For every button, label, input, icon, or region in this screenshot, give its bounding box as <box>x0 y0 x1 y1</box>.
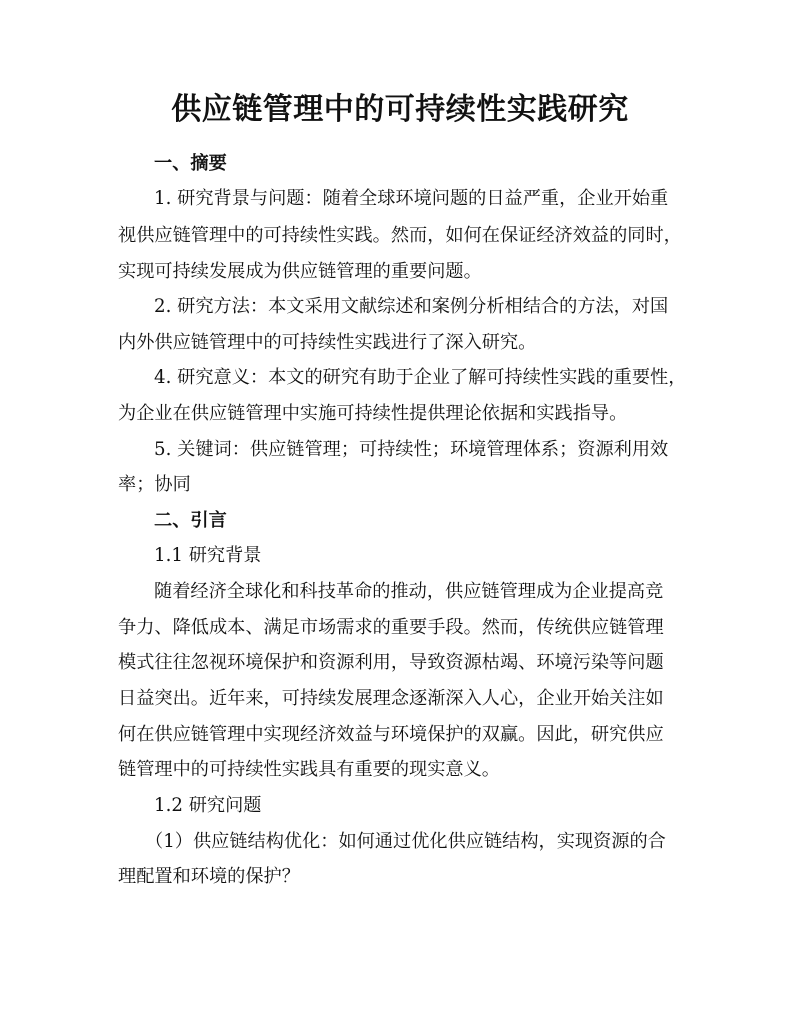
section-1-1-line-5: 何在供应链管理中实现经济效益与环境保护的双赢。因此，研究供应 <box>118 724 664 745</box>
abstract-item-2-line-1: 2. 研究方法：本文采用文献综述和案例分析相结合的方法，对国 <box>154 296 669 317</box>
abstract-item-4-line-1: 4. 研究意义：本文的研究有助于企业了解可持续性实践的重要性， <box>154 367 687 388</box>
section-1-1-line-3: 模式往往忽视环境保护和资源利用，导致资源枯竭、环境污染等问题 <box>118 652 664 673</box>
section-1-1-line-4: 日益突出。近年来，可持续发展理念逐渐深入人心，企业开始关注如 <box>118 688 664 709</box>
document-title: 供应链管理中的可持续性实践研究 <box>171 92 629 127</box>
abstract-item-1-line-3: 实现可持续发展成为供应链管理的重要问题。 <box>118 261 482 282</box>
section-1-1-heading: 1.1 研究背景 <box>154 545 262 566</box>
section-1-2-question-1-line-1: （1）供应链结构优化：如何通过优化供应链结构，实现资源的合 <box>145 831 666 852</box>
introduction-heading: 二、引言 <box>154 510 227 531</box>
section-1-1-line-6: 链管理中的可持续性实践具有重要的现实意义。 <box>118 759 500 780</box>
abstract-item-2-line-2: 内外供应链管理中的可持续性实践进行了深入研究。 <box>118 332 537 353</box>
abstract-item-1-line-2: 视供应链管理中的可持续性实践。然而，如何在保证经济效益的同时， <box>118 225 682 246</box>
abstract-item-1-line-1: 1. 研究背景与问题：随着全球环境问题的日益严重，企业开始重 <box>154 188 669 209</box>
abstract-item-5-line-2: 率；协同 <box>118 474 191 495</box>
abstract-item-5-line-1: 5. 关键词：供应链管理；可持续性；环境管理体系；资源利用效 <box>154 439 669 460</box>
section-1-2-question-1-line-2: 理配置和环境的保护？ <box>118 866 300 887</box>
section-1-1-line-2: 争力、降低成本、满足市场需求的重要手段。然而，传统供应链管理 <box>118 617 664 638</box>
section-1-2-heading: 1.2 研究问题 <box>154 795 262 816</box>
section-1-1-line-1: 随着经济全球化和科技革命的推动，供应链管理成为企业提高竞 <box>154 581 664 602</box>
abstract-item-4-line-2: 为企业在供应链管理中实施可持续性提供理论依据和实践指导。 <box>118 403 628 424</box>
abstract-heading: 一、摘要 <box>154 153 227 174</box>
